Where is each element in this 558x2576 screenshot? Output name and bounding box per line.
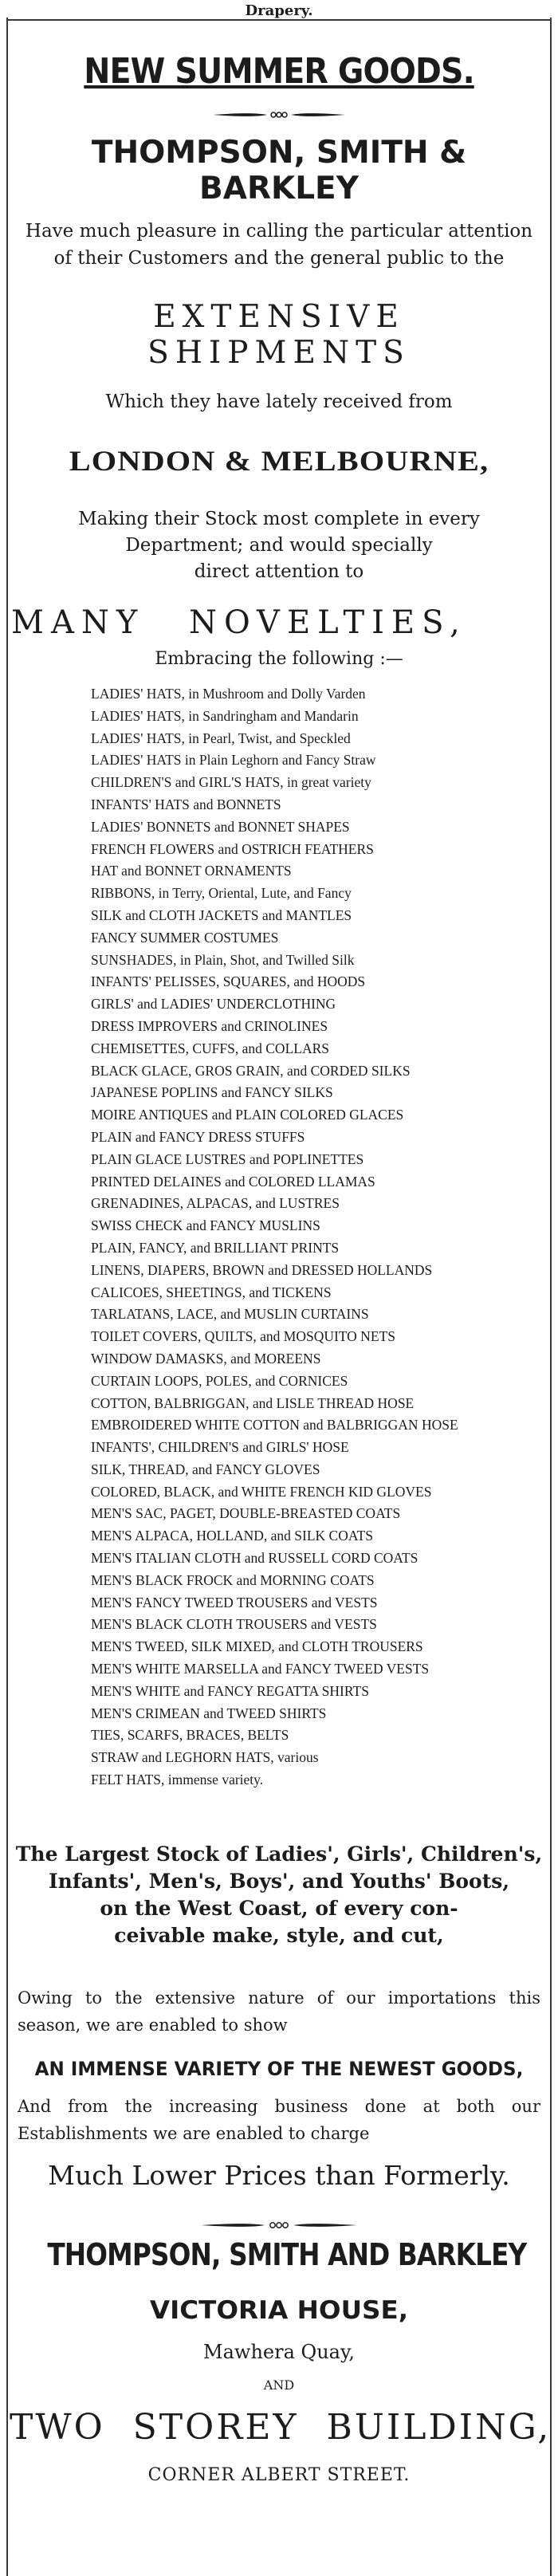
ornament-divider-bottom: [10, 2220, 548, 2231]
embracing-line: Embracing the following :—: [155, 649, 403, 669]
goods-list-item: JAPANESE POPLINS and FANCY SILKS: [91, 1084, 333, 1101]
goods-list-item: SUNSHADES, in Plain, Shot, and Twilled Silk: [91, 951, 355, 968]
boots-line: The Largest Stock of Ladies', Girls', Children's,: [15, 1842, 543, 1866]
goods-list-item: SILK and CLOTH JACKETS and MANTLES: [91, 907, 352, 923]
ornament-rule-icon: [199, 2220, 359, 2231]
goods-list-item: LADIES' HATS, in Mushroom and Dolly Varden: [91, 686, 366, 702]
goods-list-item: GIRLS' and LADIES' UNDERCLOTHING: [91, 996, 336, 1013]
goods-list-item: TARLATANS, LACE, and MUSLIN CURTAINS: [91, 1306, 369, 1323]
stock-line: Making their Stock most complete in every: [78, 509, 480, 529]
ornament-divider: [10, 109, 548, 120]
victoria-house: VICTORIA HOUSE,: [149, 2295, 409, 2325]
goods-list-item: PLAIN GLACE LUSTRES and POPLINETTES: [91, 1150, 364, 1167]
goods-list-item: MOIRE ANTIQUES and PLAIN COLORED GLACES: [91, 1107, 404, 1123]
goods-list-item: CHILDREN'S and GIRL'S HATS, in great variety: [91, 774, 371, 791]
goods-list-item: FANCY SUMMER COSTUMES: [91, 929, 279, 946]
goods-list-item: MEN'S FANCY TWEED TROUSERS and VESTS: [91, 1594, 378, 1610]
firm-name: THOMPSON, SMITH & BARKLEY: [91, 135, 467, 206]
goods-list-item: FELT HATS, immense variety.: [91, 1772, 264, 1788]
goods-list-item: MEN'S TWEED, SILK MIXED, and CLOTH TROUSERS: [91, 1638, 423, 1655]
goods-list-item: TOILET COVERS, QUILTS, and MOSQUITO NETS: [91, 1328, 395, 1345]
goods-list-item: WINDOW DAMASKS, and MOREENS: [91, 1350, 321, 1367]
stock-line: Department; and would specially: [125, 535, 433, 556]
goods-list-item: MEN'S WHITE MARSELLA and FANCY TWEED VESTS: [91, 1661, 430, 1677]
origin-heading: LONDON & MELBOURNE,: [69, 445, 489, 477]
boots-line: on the West Coast, of every con-: [100, 1896, 458, 1920]
goods-list-item: PRINTED DELAINES and COLORED LLAMAS: [91, 1173, 375, 1190]
goods-list-item: EMBROIDERED WHITE COTTON and BALBRIGGAN HOSE: [91, 1417, 458, 1434]
stock-text: [10, 506, 548, 585]
goods-list-item: COLORED, BLACK, and WHITE FRENCH KID GLOVES: [91, 1483, 432, 1500]
right-column-rule: [550, 18, 552, 2576]
goods-list-item: CALICOES, SHEETINGS, and TICKENS: [91, 1284, 332, 1300]
and-word: AND: [263, 2377, 295, 2393]
which-line: Which they have lately received from: [105, 391, 453, 412]
goods-list-item: INFANTS' HATS and BONNETS: [91, 796, 281, 812]
goods-list-item: STRAW and LEGHORN HATS, various: [91, 1749, 319, 1766]
mawhera-quay: Mawhera Quay,: [203, 2340, 355, 2363]
extensive-shipments: EXTENSIVE SHIPMENTS: [147, 299, 411, 371]
goods-list-item: PLAIN and FANCY DRESS STUFFS: [91, 1128, 305, 1145]
immense-variety-heading: AN IMMENSE VARIETY OF THE NEWEST GOODS,: [34, 2057, 524, 2080]
stock-line: direct attention to: [194, 561, 364, 582]
goods-list-item: GRENADINES, ALPACAS, and LUSTRES: [91, 1195, 340, 1212]
goods-list-item: TIES, SCARFS, BRACES, BELTS: [91, 1727, 289, 1744]
two-storey-building: TWO STOREY BUILDING,: [10, 2406, 552, 2448]
section-label: Drapery.: [245, 2, 313, 19]
novelties-heading: MANY NOVELTIES,: [11, 604, 467, 641]
goods-list-item: MEN'S BLACK CLOTH TROUSERS and VESTS: [91, 1616, 377, 1633]
boots-line: Infants', Men's, Boys', and Youths' Boots,: [48, 1869, 510, 1893]
goods-list-item: MEN'S SAC, PAGET, DOUBLE-BREASTED COATS: [91, 1505, 401, 1522]
goods-list-item: MEN'S CRIMEAN and TWEED SHIRTS: [91, 1705, 327, 1721]
top-rule: [6, 19, 552, 21]
goods-list-item: MEN'S BLACK FROCK and MORNING COATS: [91, 1571, 375, 1588]
increasing-paragraph: And from the increasing business done at both our Establishments we are enabled to charge: [18, 2096, 540, 2143]
goods-list-item: MEN'S ITALIAN CLOTH and RUSSELL CORD COATS: [91, 1550, 418, 1567]
boots-text: [10, 1841, 548, 1949]
ad-heading: NEW SUMMER GOODS.: [84, 51, 474, 92]
intro-line: Have much pleasure in calling the particular attention: [25, 221, 533, 242]
intro-text: [10, 218, 548, 272]
ornament-rule-icon: [211, 109, 347, 120]
goods-list-item: FRENCH FLOWERS and OSTRICH FEATHERS: [91, 840, 374, 857]
intro-line: of their Customers and the general public to the: [53, 248, 505, 269]
goods-list-item: CHEMISETTES, CUFFS, and COLLARS: [91, 1040, 329, 1056]
goods-list-item: LADIES' HATS, in Sandringham and Mandarin: [91, 707, 359, 724]
goods-list-item: DRESS IMPROVERS and CRINOLINES: [91, 1017, 328, 1034]
goods-list-item: INFANTS' PELISSES, SQUARES, and HOODS: [91, 973, 366, 990]
goods-list-item: INFANTS', CHILDREN'S and GIRLS' HOSE: [91, 1439, 349, 1456]
goods-list-item: SILK, THREAD, and FANCY GLOVES: [91, 1461, 320, 1477]
left-column-rule: [6, 18, 8, 2576]
goods-list: [91, 683, 548, 1791]
goods-list-item: LADIES' HATS in Plain Leghorn and Fancy Straw: [91, 752, 376, 769]
owing-paragraph: Owing to the extensive nature of our importations this season, we are enabled to show: [18, 1988, 540, 2035]
goods-list-item: SWISS CHECK and FANCY MUSLINS: [91, 1217, 320, 1234]
firm-name-bottom: THOMPSON, SMITH AND BARKLEY: [47, 2236, 527, 2272]
goods-list-item: CURTAIN LOOPS, POLES, and CORNICES: [91, 1372, 348, 1389]
goods-list-item: HAT and BONNET ORNAMENTS: [91, 863, 292, 879]
goods-list-item: MEN'S WHITE and FANCY REGATTA SHIRTS: [91, 1682, 369, 1699]
corner-address: CORNER ALBERT STREET.: [147, 2464, 411, 2485]
goods-list-item: BLACK GLACE, GROS GRAIN, and CORDED SILKS: [91, 1062, 411, 1079]
goods-list-item: LINENS, DIAPERS, BROWN and DRESSED HOLLANDS: [91, 1261, 433, 1278]
goods-list-item: MEN'S ALPACA, HOLLAND, and SILK COATS: [91, 1528, 373, 1544]
goods-list-item: COTTON, BALBRIGGAN, and LISLE THREAD HOSE: [91, 1394, 415, 1411]
lower-prices-heading: Much Lower Prices than Formerly.: [48, 2159, 510, 2191]
goods-list-item: LADIES' BONNETS and BONNET SHAPES: [91, 818, 350, 835]
goods-list-item: RIBBONS, in Terry, Oriental, Lute, and Fancy: [91, 885, 352, 902]
goods-list-item: LADIES' HATS, in Pearl, Twist, and Speckled: [91, 730, 351, 746]
goods-list-item: PLAIN, FANCY, and BRILLIANT PRINTS: [91, 1239, 340, 1256]
boots-line: ceivable make, style, and cut,: [114, 1923, 444, 1947]
